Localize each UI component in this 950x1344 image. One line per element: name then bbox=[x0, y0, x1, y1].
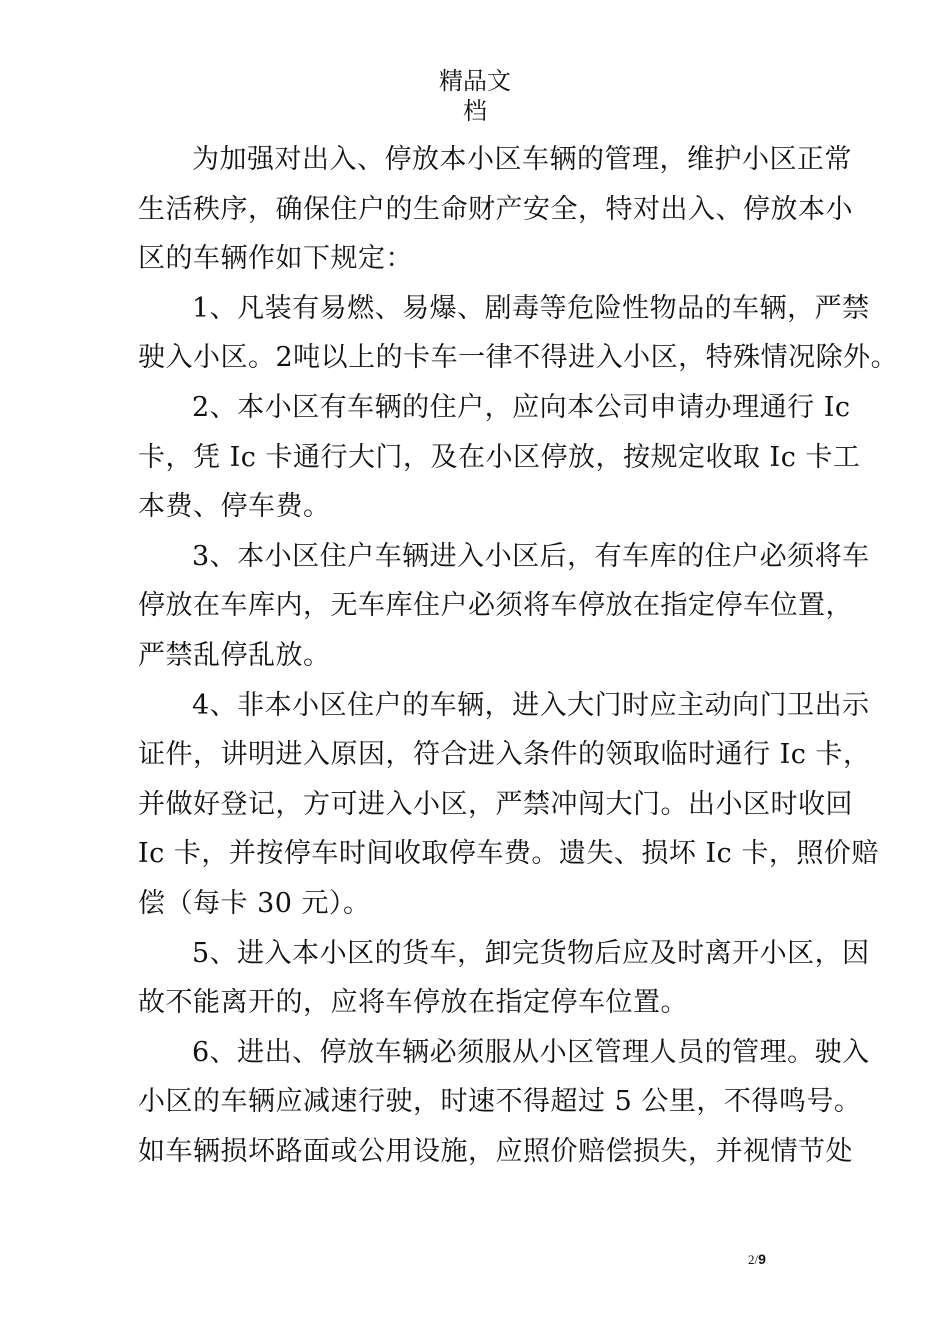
rule-6-line: 6、进出、停放车辆必须服从小区管理人员的管理。驶入 bbox=[192, 1036, 870, 1068]
paragraph-intro-line: 区的车辆作如下规定： bbox=[138, 243, 413, 275]
rule-2-line: 本费、停车费。 bbox=[138, 491, 331, 523]
rule-4-line: 4、非本小区住户的车辆，进入大门时应主动向门卫出示 bbox=[192, 689, 870, 721]
rule-4-line: 并做好登记，方可进入小区，严禁冲闯大门。出小区时收回 bbox=[138, 788, 853, 820]
page-number-total: 9 bbox=[758, 1251, 766, 1267]
rule-4-line: Ic 卡，并按停车时间收取停车费。遗失、损坏 Ic 卡，照价赔 bbox=[138, 838, 879, 870]
header-title-line-1: 精品文 bbox=[439, 67, 511, 95]
header-title-line-2: 档 bbox=[463, 97, 487, 125]
paragraph-intro-line: 生活秩序，确保住户的生命财产安全，特对出入、停放本小 bbox=[138, 193, 853, 225]
rule-5-line: 故不能离开的，应将车停放在指定停车位置。 bbox=[138, 987, 688, 1019]
rule-1-line: 1、凡装有易燃、易爆、剧毒等危险性物品的车辆，严禁 bbox=[192, 292, 870, 324]
rule-2-line: 2、本小区有车辆的住户，应向本公司申请办理通行 Ic bbox=[192, 391, 851, 423]
rule-3-line: 3、本小区住户车辆进入小区后，有车库的住户必须将车 bbox=[192, 540, 870, 572]
rule-3-line: 停放在车库内，无车库住户必须将车停放在指定停车位置， bbox=[138, 590, 853, 622]
rule-5-line: 5、进入本小区的货车，卸完货物后应及时离开小区，因 bbox=[192, 937, 870, 969]
page-number-current: 2/ bbox=[748, 1252, 759, 1267]
rule-3-line: 严禁乱停乱放。 bbox=[138, 639, 331, 671]
rule-4-line: 偿（每卡 30 元）。 bbox=[138, 887, 371, 919]
document-body bbox=[138, 135, 899, 1176]
page-number bbox=[748, 1251, 766, 1268]
page-header bbox=[0, 66, 950, 126]
rule-2-line: 卡，凭 Ic 卡通行大门，及在小区停放，按规定收取 Ic 卡工 bbox=[138, 441, 861, 473]
rule-4-line: 证件，讲明进入原因，符合进入条件的领取临时通行 Ic 卡， bbox=[138, 739, 871, 771]
rule-6-line: 小区的车辆应减速行驶，时速不得超过 5 公里，不得鸣号。 bbox=[138, 1086, 862, 1118]
rule-6-line: 如车辆损坏路面或公用设施，应照价赔偿损失，并视情节处 bbox=[138, 1135, 853, 1167]
paragraph-intro-line: 为加强对出入、停放本小区车辆的管理，维护小区正常 bbox=[192, 144, 852, 175]
rule-1-line: 驶入小区。2吨以上的卡车一律不得进入小区，特殊情况除外。 bbox=[138, 342, 899, 374]
